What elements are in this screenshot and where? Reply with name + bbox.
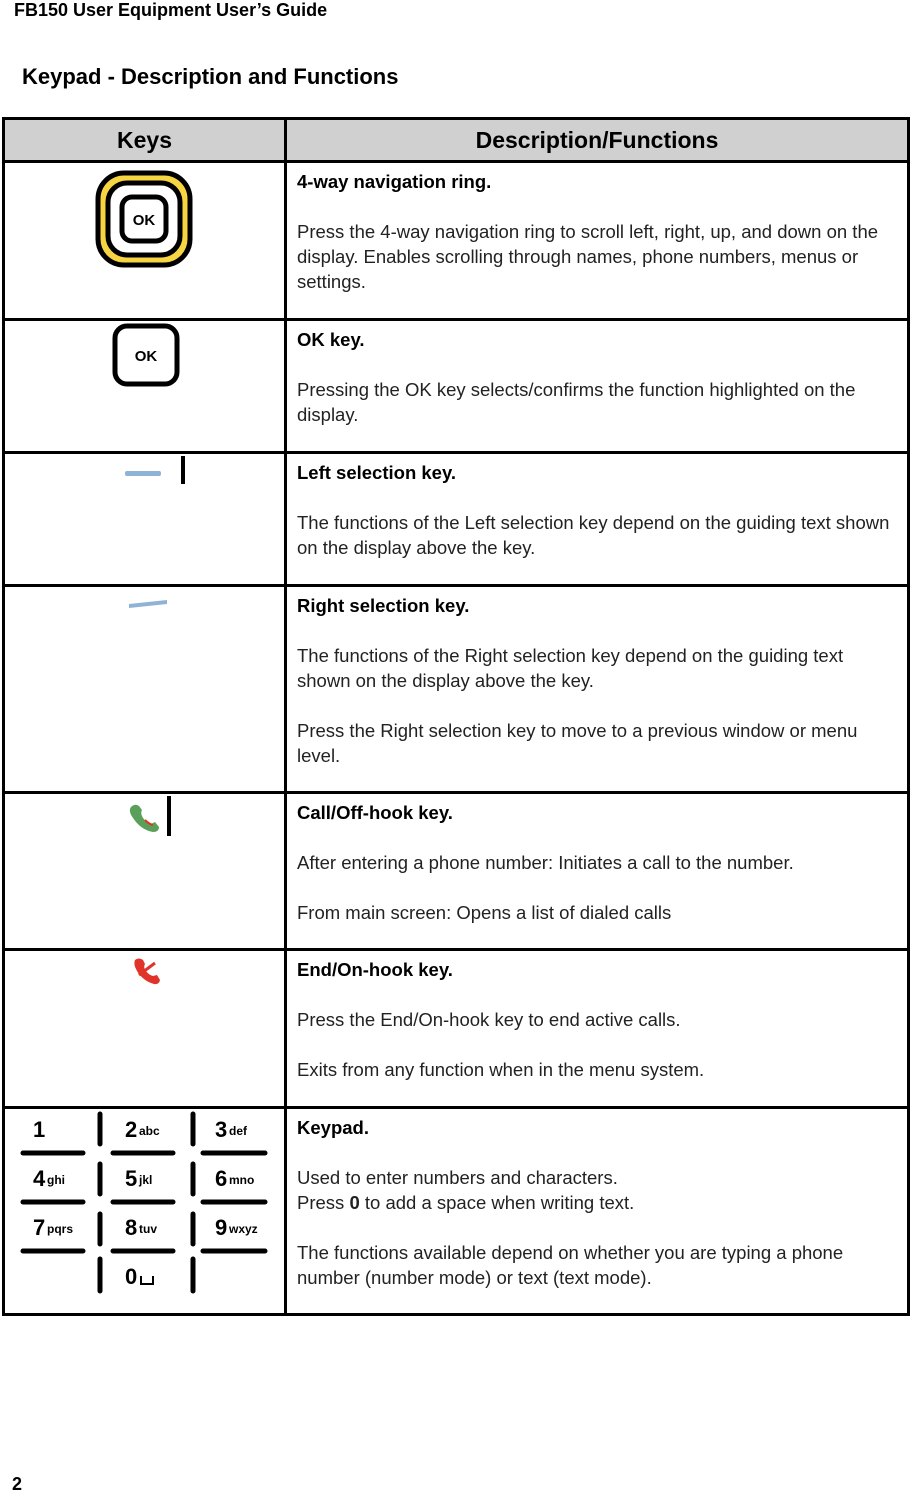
table-row [4, 586, 909, 793]
row-text: Press the Right selection key to move to a previous window or menu level. [297, 720, 858, 766]
row-text: The functions available depend on whether you are typing a phone number (number mode) or text (text mode). [297, 1242, 844, 1288]
keypad-letters: tuv [139, 1222, 157, 1236]
keypad-digit: 5 [125, 1166, 138, 1191]
row-text: The functions of the Left selection key depend on the guiding text shown on the display above the key. [297, 512, 890, 558]
keypad-digit: 8 [125, 1215, 138, 1240]
navigation-ring-icon [5, 163, 287, 313]
keypad-letters: mno [229, 1173, 255, 1187]
row-text: Exits from any function when in the menu system. [297, 1059, 705, 1080]
keypad-icon [5, 1109, 287, 1308]
keypad-letters: def [229, 1124, 247, 1138]
row-title: Right selection key. [297, 595, 470, 616]
keypad-digit: 6 [215, 1166, 228, 1191]
key-image-cell [4, 586, 286, 793]
description-column-header: Description/Functions [286, 119, 909, 162]
table-row [4, 320, 909, 453]
keys-table [2, 117, 910, 1316]
keypad-digit: 3 [215, 1117, 228, 1142]
key-image-cell [4, 793, 286, 950]
row-text: From main screen: Opens a list of dialed calls [297, 902, 672, 923]
description-cell [286, 162, 909, 320]
left-softkey-icon [5, 454, 287, 579]
document-header: FB150 User Equipment User’s Guide [14, 0, 328, 20]
table-row [4, 162, 909, 320]
row-line: to add a space when writing text. [359, 1192, 635, 1213]
keypad-letters: wxyz [229, 1222, 258, 1236]
description-cell [286, 1108, 909, 1315]
table-header-row [4, 119, 909, 162]
ok-key-icon [5, 321, 287, 446]
end-key-icon [5, 951, 287, 1101]
row-title: 4-way navigation ring. [297, 171, 492, 192]
keypad-digit: 9 [215, 1215, 228, 1240]
keypad-digit: 1 [33, 1117, 46, 1142]
row-title: Keypad. [297, 1117, 369, 1138]
row-title: End/On-hook key. [297, 959, 453, 980]
right-softkey-icon [5, 587, 287, 786]
ok-label-nav: OK [132, 212, 156, 229]
row-text: The functions of the Right selection key depend on the guiding text shown on the display above the key. [297, 645, 844, 691]
row-emphasis: 0 [349, 1192, 360, 1213]
call-key-icon [5, 794, 287, 943]
row-text: Press the 4-way navigation ring to scroll left, right, up, and down on the display. Enables scrolling through names, phone numbers, menus or settings. [297, 221, 879, 292]
ok-label-key: OK [134, 348, 158, 365]
keypad-digit: 2 [125, 1117, 138, 1142]
key-image-cell [4, 1108, 286, 1315]
keypad-digit: 0 [125, 1264, 138, 1289]
key-image-cell [4, 320, 286, 453]
description-cell [286, 320, 909, 453]
table-row [4, 950, 909, 1108]
table-row [4, 793, 909, 950]
row-text [297, 1165, 897, 1215]
row-text: After entering a phone number: Initiates a call to the number. [297, 852, 794, 873]
row-text: Press the End/On-hook key to end active calls. [297, 1009, 681, 1030]
row-title: Call/Off-hook key. [297, 802, 453, 823]
keypad-letters: jkl [139, 1173, 153, 1187]
keypad-digit: 7 [33, 1215, 46, 1240]
row-title: Left selection key. [297, 462, 457, 483]
description-cell [286, 793, 909, 950]
keypad-digit: 4 [33, 1166, 46, 1191]
row-line: Used to enter numbers and characters. [297, 1167, 618, 1188]
description-cell [286, 950, 909, 1108]
row-text: Pressing the OK key selects/confirms the function highlighted on the display. [297, 379, 856, 425]
keypad-letters: ghi [47, 1173, 65, 1187]
table-row [4, 453, 909, 586]
keypad-letters: pqrs [47, 1222, 74, 1236]
page-number: 2 [12, 1474, 23, 1494]
keypad-letters: abc [139, 1124, 160, 1138]
key-image-cell [4, 453, 286, 586]
description-cell [286, 586, 909, 793]
key-image-cell [4, 950, 286, 1108]
table-row [4, 1108, 909, 1315]
description-cell [286, 453, 909, 586]
key-image-cell [4, 162, 286, 320]
space-symbol-icon [141, 1276, 153, 1284]
row-title: OK key. [297, 329, 365, 350]
row-line: Press [297, 1192, 350, 1213]
keys-column-header: Keys [4, 119, 286, 162]
section-title: Keypad - Description and Functions [22, 64, 399, 89]
